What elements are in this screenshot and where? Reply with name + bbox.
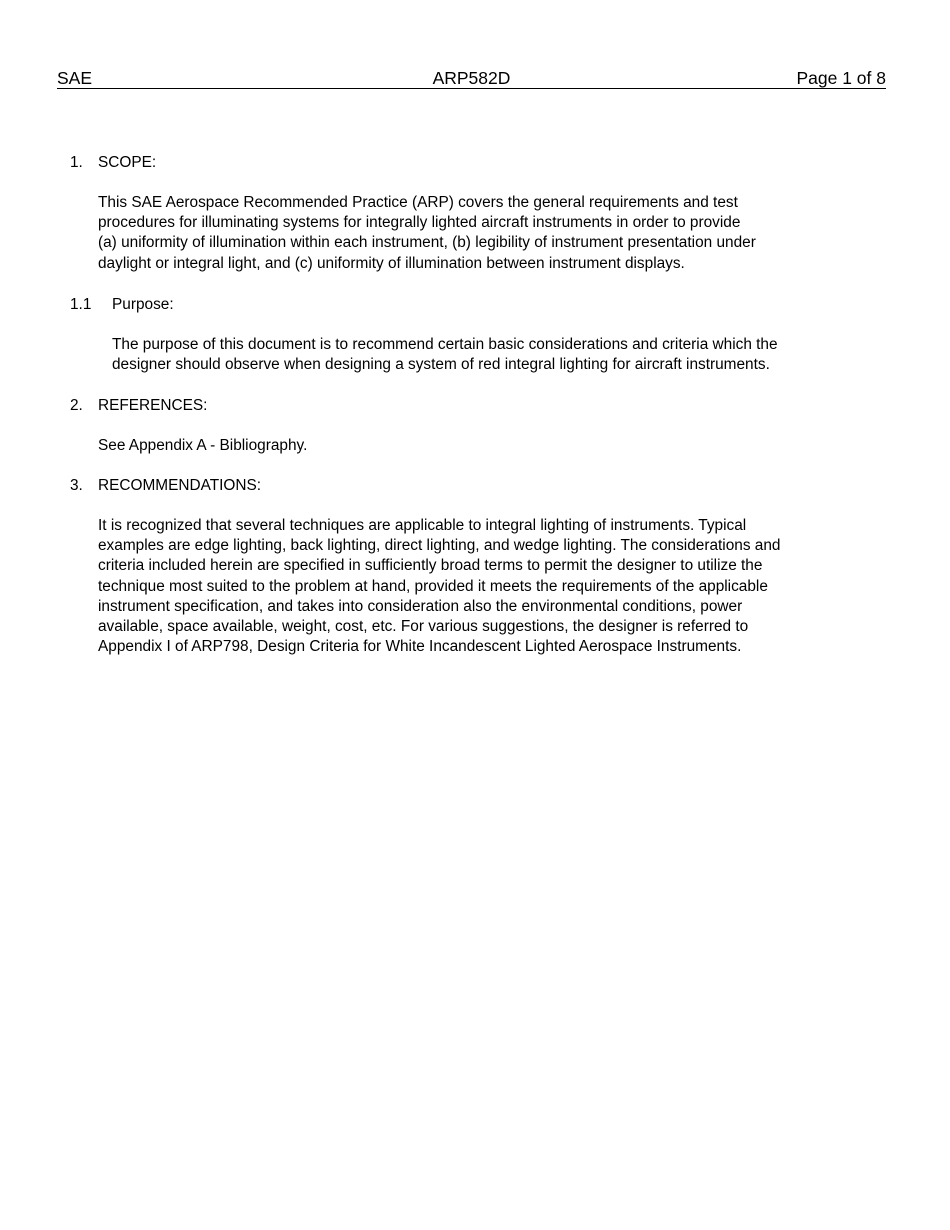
header-org: SAE [57, 68, 93, 88]
header-doc-id: ARP582D [432, 68, 511, 88]
header-page-number: Page 1 of 8 [796, 68, 886, 88]
section-number: 3. [70, 477, 83, 494]
paragraph-line: This SAE Aerospace Recommended Practice (ARP) covers the general requirements and test [98, 194, 738, 211]
paragraph-line: The purpose of this document is to recommend certain basic considerations and criteria which the [112, 336, 778, 353]
section-references-paragraph [98, 436, 307, 456]
paragraph-line: daylight or integral light, and (c) uniformity of illumination between instrument displays. [98, 254, 685, 272]
paragraph-line: procedures for illuminating systems for integrally lighted aircraft instruments in order to provide [98, 214, 741, 232]
section-title: REFERENCES: [98, 397, 208, 414]
paragraph-line: (a) uniformity of illumination within each instrument, (b) legibility of instrument presentation under [98, 234, 756, 252]
paragraph-line: available, space available, weight, cost, etc. For various suggestions, the designer is referred to [98, 618, 749, 636]
paragraph-line: designer should observe when designing a system of red integral lighting for aircraft instruments. [112, 356, 770, 374]
section-number: 1. [70, 154, 83, 171]
section-title: Purpose: [112, 296, 174, 313]
section-purpose-paragraph [112, 335, 778, 375]
paragraph-line: examples are edge lighting, back lighting, direct lighting, and wedge lighting. The considerations and [98, 537, 781, 555]
section-scope-paragraph [98, 193, 756, 274]
section-recommendations-paragraph [98, 516, 780, 657]
section-number: 1.1 [70, 296, 92, 313]
paragraph-line: Appendix I of ARP798, Design Criteria for White Incandescent Lighted Aerospace Instruments. [98, 638, 742, 656]
paragraph-line: instrument specification, and takes into consideration also the environmental conditions, power [98, 597, 743, 615]
section-number: 2. [70, 397, 83, 414]
paragraph-line: See Appendix A - Bibliography. [98, 437, 308, 454]
paragraph-line: technique most suited to the problem at hand, provided it meets the requirements of the applicable [98, 577, 768, 595]
paragraph-line: criteria included herein are specified in sufficiently broad terms to permit the designer to utilize the [98, 557, 763, 575]
paragraph-line: It is recognized that several techniques are applicable to integral lighting of instruments. Typical [98, 517, 747, 534]
page-header [57, 68, 886, 89]
section-title: SCOPE: [98, 154, 157, 171]
section-title: RECOMMENDATIONS: [98, 477, 262, 494]
